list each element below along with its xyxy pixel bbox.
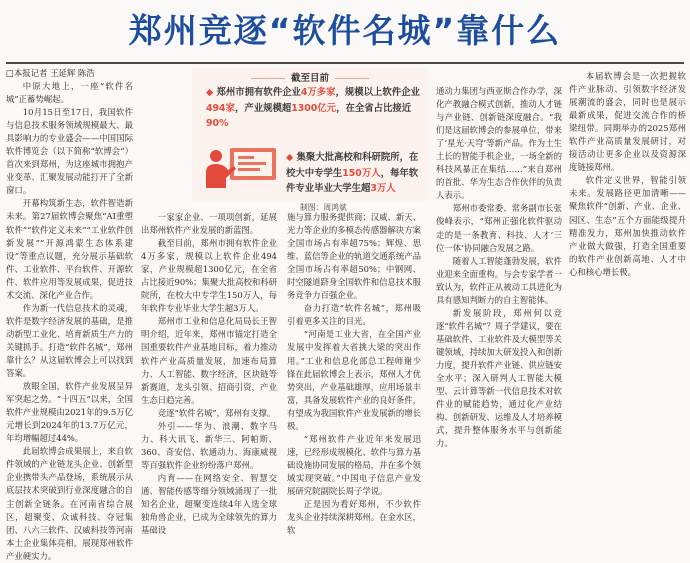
paragraph: 正是因为看好郑州，不少软件龙头企业持续深耕郑州。在金水区，软 bbox=[287, 499, 421, 536]
column-1 bbox=[6, 80, 133, 563]
paragraph: 郑州市工业和信息化局局长王智明介绍，近年来，郑州市锚定打造全国重要软件产业基地目标，着力推动软件产业高质量发展，加速布局算力、人工智能、数字经济，区块链等新赛道，龙头引领、招商引资，产业生态日趋完善。 bbox=[141, 316, 277, 405]
column-3 bbox=[287, 211, 421, 537]
paragraph: “郑州软件产业近年来发展迅速，已经形成规模化、软件与算力基础设施协同发展的格局，并在多个领域实现突破。”中国电子信息产业发展研究院副院长周子学说。 bbox=[287, 433, 421, 496]
paragraph: 郑州市委常委、常务副市长张俊峰表示，“郑州正强化软件驱动走的是一条教育、科技、人才‘三位一体’协同融合发展之路。 bbox=[436, 203, 562, 253]
infobox-title: 截至目前 bbox=[192, 70, 428, 84]
headline bbox=[0, 0, 690, 56]
column-5 bbox=[569, 70, 686, 279]
paragraph: 新发展阶段，郑州何以竞逐“软件名城”？周子学建议，要在基础软件、工业软件及大模型等关键领域，持续加大研发投入和创新力度，提升软件产业链、供应链安全水平；深入研判人工智能大模型、云计算等新一代信息技术对软件业的赋能趋势，通过化产业结构、创新研发、运维及人才培养模式，提升整体服务水平与创新能力。 bbox=[436, 307, 562, 449]
paragraph: 本届软博会是一次把握软件产业脉动、引领数字经济发展潮流的盛会，同时也是展示最新成果，促进交流合作的桥梁纽带。同期举办的2025郑州软件产业高质量发展研讨，对接活动让更多企业以及资源深度链接郑州。 bbox=[569, 71, 686, 173]
paragraph: 10月15日至17日，我国软件与信息技术服务领域规模最大、最具影响力的专业盛会——中国国际软件博览会（以下简称“软博会”）首次来到郑州，为这座城市拥抱产业变革、汇聚发展动能打开了全新窗口。 bbox=[6, 107, 133, 196]
paragraph: 外引——华为、浪潮、数字马力、科大讯飞、新华三、阿帕斯、360、奇安信、软通动力、海康威视等百强软件企业纷纷落户郑州。 bbox=[141, 420, 277, 470]
paragraph: 开幕构筑新生态，软件智造新未来。第27届软博会聚焦“AI重塑软件”“软件定义未来”“工业软件创新发展”“开源鸿蒙生态体系建设”等重点议题，充分展示基础软件、工业软件、平台软件、开源软件、软件应用等发展成果，促进技术交流、深化产业合作。 bbox=[6, 198, 133, 300]
paragraph: 中原大地上，一座“软件名城”正蓄势崛起。 bbox=[6, 81, 133, 105]
headline-rule bbox=[6, 62, 684, 64]
bullet-icon: ◆ bbox=[206, 87, 214, 98]
paragraph: 作为新一代信息技术的灵魂，软件是数字经济发展的基础，是推动新型工业化、培育新质生产力的关键抓手。打造“软件名城”，郑州靠什么？从这届软博会上可以找到答案。 bbox=[6, 302, 133, 379]
infobox-fact-software-companies: ◆ 郑州市拥有软件企业4万多家，规模以上软件企业494家，产业规模超1300亿元，在全省占比接近90% bbox=[206, 87, 420, 129]
paragraph: 此届软博会成果展上，来自软件领域的产业链龙头企业、创新型企业携带头产品登场，系统展示从底层技术突破到行业深度融合的自主创新全链条。在河南省综合展区，超聚变、众诚科技、夺冠集团、八六三软件、汉威科技等河南本土企业集体亮相，展现郑州软件产业硬实力。 bbox=[6, 446, 133, 561]
bullet-icon: ◆ bbox=[286, 152, 294, 163]
stats-infobox bbox=[192, 68, 428, 201]
column-4 bbox=[436, 85, 562, 450]
paragraph: 放眼全国，软件产业发展呈异军突起之势。“十四五”以来，全国软件产业规模由2021年的9.5万亿元增长到2024年的13.7万亿元，年均增幅超过44%。 bbox=[6, 381, 133, 444]
paragraph: 通动力集团与西亚斯合作办学，深化产教融合模式创新，推动人才链与产业链、创新链深度融合。“我们是这届软博会的参展单位，带来了‘星光·天穹’等新产品。作为土生土长的智能手机企业，一场全新的科技风暴正在集结……”来自郑州的首批、华为生态合作伙伴的负责人表示。 bbox=[436, 86, 562, 201]
column-2 bbox=[141, 211, 277, 537]
paragraph: 内育——在网络安全、智慧交通、智能传感等细分领域涌现了一批知名企业，超聚变连续4年入选全球独角兽企业，已成为全球领先的算力基础设 bbox=[141, 472, 277, 536]
paragraph: 竞逐“软件名城”，郑州有支撑。 bbox=[157, 407, 276, 418]
byline: □本报记者 王延辉 陈浩 bbox=[6, 68, 95, 78]
infobox-fact-students: ◆ 集聚大批高校和科研院所，在校大中专学生150万人，每年软件专业毕业大学生超3万人 bbox=[286, 152, 419, 194]
paragraph: 奋力打造“软件名城”，郑州吸引着更多关注的目光。 bbox=[287, 303, 421, 327]
paragraph: 施与算力服务提供商；汉威、新天、光力等企业的多模态传感器解决方案全国市场占有率超75%；辉煌、思维、蓝信等企业的轨道交通系统产品全国市场占有率超50%；中钢网、时空隧道跻身全国软件和信息技术服务竞争力百强企业。 bbox=[287, 212, 421, 301]
paragraph: 随着人工智能蓬勃发展，软件业迎来全面重构。与会专家学者一致认为，软件正从被动工具进化为具有感知判断力的自主智能体。 bbox=[436, 255, 562, 305]
graphic-credit: 制图：周鸿斌 bbox=[300, 203, 347, 212]
paragraph: 截至目前，郑州市拥有软件企业4万多家，规模以上软件企业494家，产业规模超1300亿元，在全省占比接近90%；集聚大批高校和科研院所，在校大中专学生150万人，每年软件专业毕业大学生超3万人。 bbox=[141, 238, 277, 314]
teacher-screen-icon bbox=[202, 144, 280, 190]
paragraph: “河南是工业大省，在全国产业发展中发挥着大省挑大梁的突出作用。”工业和信息化部总工程师谢少锋在此届软博会上表示，郑州人才优势突出，产业基础雄厚，应用场景丰富，具备发展软件产业的良好条件，有望成为我国软件产业发展新的增长极。 bbox=[287, 329, 421, 431]
paragraph: 一家家企业、一项项创新，延展出郑州软件产业发展的新蓝图。 bbox=[141, 212, 277, 236]
paragraph: 软件定义世界，智能引领未来。发展路径更加清晰——聚焦软件“创新、产业、企业、园区、生态”五个方面能级提升精准发力，郑州加快推动软件产业做大做强，打造全国重要的软件产业创新高地、人才中心和核心增长极。 bbox=[569, 175, 686, 277]
headline-text: 郑州竞逐“软件名城”靠什么 bbox=[128, 10, 562, 50]
